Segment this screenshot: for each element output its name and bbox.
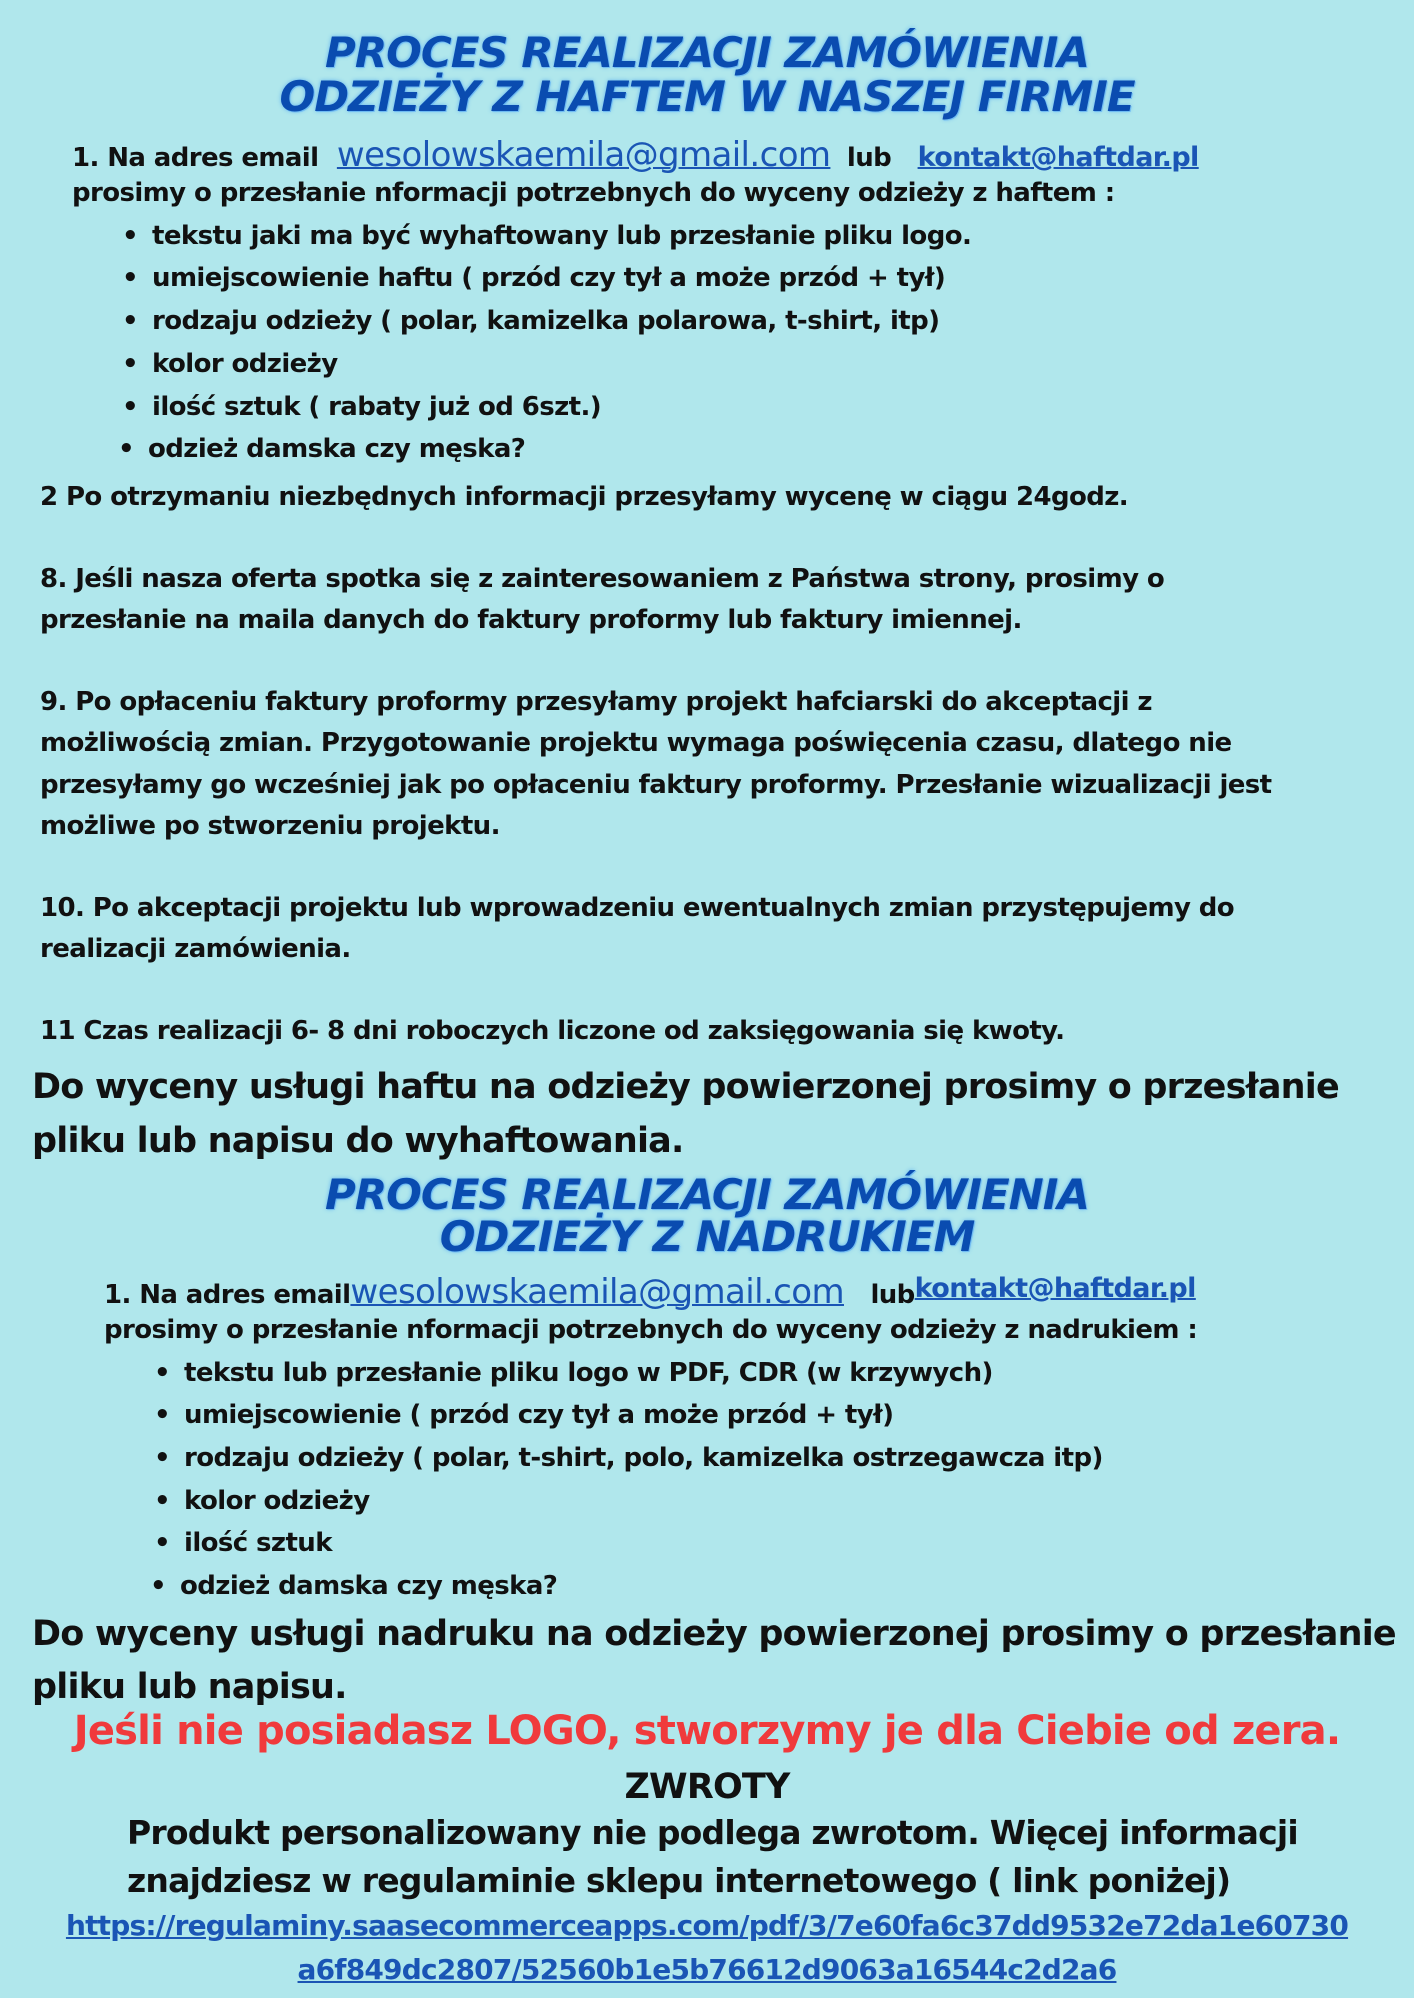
embroidery-bullet-gender: • odzież damska czy męska?: [118, 434, 525, 464]
embroidery-bullet-clothing-type: • rodzaju odzieży ( polar, kamizelka polarowa, t-shirt, itp): [122, 306, 939, 336]
print-bullet-quantity: • ilość sztuk: [154, 1528, 332, 1558]
embroidery-step9-line4: możliwe po stworzeniu projektu.: [40, 811, 500, 841]
email-link-secondary[interactable]: kontakt@haftdar.pl: [914, 1273, 1196, 1304]
email-link-secondary[interactable]: kontakt@haftdar.pl: [917, 142, 1199, 173]
print-bullet-text: • tekstu lub przesłanie pliku logo w PDF, CDR (w krzywych): [154, 1358, 993, 1388]
returns-title: ZWROTY: [624, 1767, 790, 1807]
returns-line1: Produkt personalizowany nie podlega zwrotom. Więcej informacji: [127, 1813, 1298, 1852]
embroidery-step8-line1: 8. Jeśli nasza oferta spotka się z zainteresowaniem z Państwa strony, prosimy o: [40, 564, 1165, 594]
regulations-link-line2[interactable]: a6f849dc2807/52560b1e5b76612d9063a16544c2d2a6: [297, 1953, 1117, 1986]
embroidery-step9-line2: możliwością zmian. Przygotowanie projektu wymaga poświęcenia czasu, dlatego nie: [40, 728, 1232, 758]
embroidery-step10-line1: 10. Po akceptacji projektu lub wprowadzeniu ewentualnych zmian przystępujemy do: [40, 893, 1235, 923]
embroidery-note-line1: Do wyceny usługi haftu na odzieży powierzonej prosimy o przesłanie: [32, 1067, 1339, 1107]
embroidery-step2: 2 Po otrzymaniu niezbędnych informacji przesyłamy wycenę w ciągu 24godz.: [40, 482, 1129, 512]
embroidery-step1-line1: [72, 135, 1199, 175]
email-link-primary[interactable]: wesolowskaemila@gmail.com: [350, 1272, 844, 1312]
print-bullet-gender: • odzież damska czy męska?: [150, 1571, 557, 1601]
print-title-line2: ODZIEŻY Z NADRUKIEM: [439, 1212, 975, 1261]
embroidery-step9-line1: 9. Po opłaceniu faktury proformy przesyłamy projekt hafciarski do akceptacji z: [40, 687, 1152, 717]
or-label: lub: [846, 143, 892, 173]
returns-line2: znajdziesz w regulaminie sklepu internetowego ( link poniżej): [127, 1861, 1231, 1900]
embroidery-bullet-placement: • umiejscowienie haftu ( przód czy tył a może przód + tył): [122, 263, 945, 293]
embroidery-bullet-quantity: • ilość sztuk ( rabaty już od 6szt.): [122, 392, 601, 422]
step1-prefix: 1. Na adres email: [72, 143, 319, 173]
embroidery-step9-line3: przesyłamy go wcześniej jak po opłaceniu faktury proformy. Przesłanie wizualizacji jest: [40, 770, 1272, 800]
embroidery-step8-line2: przesłanie na maila danych do faktury proformy lub faktury imiennej.: [40, 605, 1022, 635]
print-step1-line1: [104, 1272, 1196, 1312]
print-note-line2: pliku lub napisu.: [32, 1667, 347, 1707]
print-bullet-color: • kolor odzieży: [154, 1486, 370, 1516]
regulations-link-line1[interactable]: https://regulaminy.saasecommerceapps.com/pdf/3/7e60fa6c37dd9532e72da1e60730: [65, 1909, 1349, 1942]
embroidery-step10-line2: realizacji zamówienia.: [40, 934, 351, 964]
print-note-line1: Do wyceny usługi nadruku na odzieży powierzonej prosimy o przesłanie: [32, 1614, 1396, 1654]
email-link-primary[interactable]: wesolowskaemila@gmail.com: [336, 135, 831, 175]
step1-prefix: 1. Na adres email: [104, 1280, 351, 1310]
embroidery-step1-line2: prosimy o przesłanie nformacji potrzebnych do wyceny odzieży z haftem :: [72, 178, 1115, 208]
embroidery-title-line1: PROCES REALIZACJI ZAMÓWIENIA: [325, 28, 1089, 77]
embroidery-bullet-text: • tekstu jaki ma być wyhaftowany lub przesłanie pliku logo.: [122, 221, 971, 251]
embroidery-title-line2: ODZIEŻY Z HAFTEM W NASZEJ FIRMIE: [279, 72, 1135, 121]
print-title-line1: PROCES REALIZACJI ZAMÓWIENIA: [325, 1170, 1089, 1219]
embroidery-step11: 11 Czas realizacji 6- 8 dni roboczych liczone od zaksięgowania się kwoty.: [40, 1016, 1065, 1046]
or-label: lub: [870, 1280, 915, 1310]
print-step1-line2: prosimy o przesłanie nformacji potrzebnych do wyceny odzieży z nadrukiem :: [104, 1315, 1198, 1345]
embroidery-bullet-color: • kolor odzieży: [122, 349, 338, 379]
embroidery-note-line2: pliku lub napisu do wyhaftowania.: [32, 1121, 684, 1161]
print-bullet-clothing-type: • rodzaju odzieży ( polar, t-shirt, polo, kamizelka ostrzegawcza itp): [154, 1443, 1103, 1473]
logo-offer-banner: Jeśli nie posiadasz LOGO, stworzymy je dla Ciebie od zera.: [73, 1708, 1341, 1754]
print-bullet-placement: • umiejscowienie ( przód czy tył a może przód + tył): [154, 1400, 893, 1430]
